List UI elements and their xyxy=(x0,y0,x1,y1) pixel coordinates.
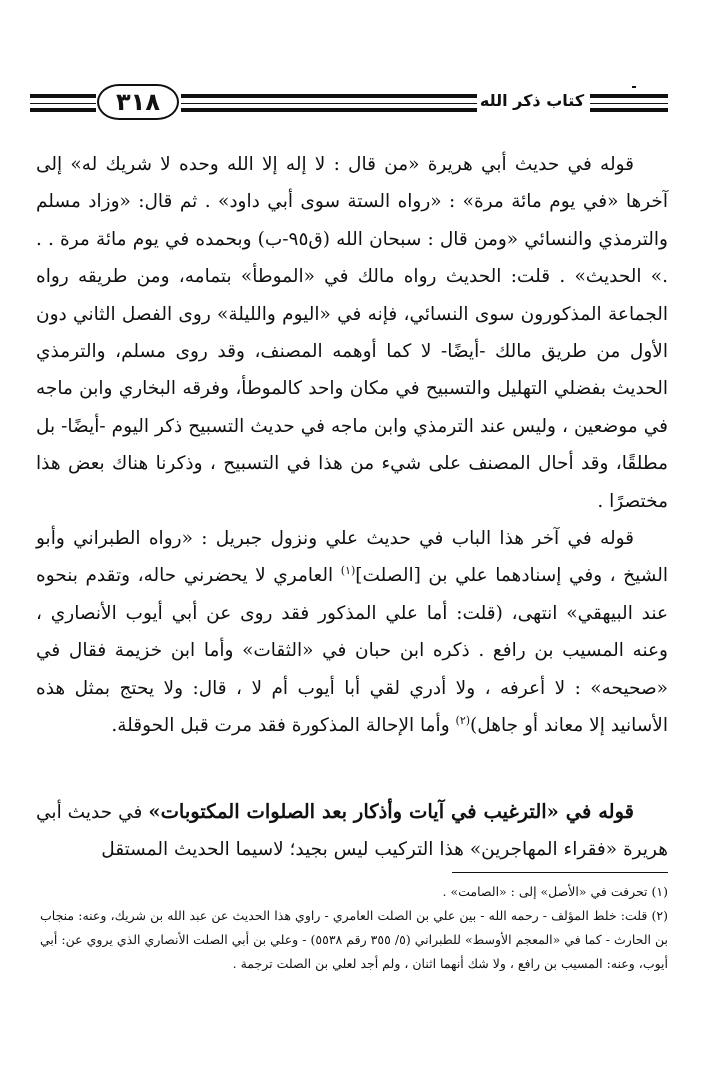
footnote-2: (٢) قلت: خلط المؤلف - رحمه الله - بين علي بن الصلت العامري - راوي هذا الحديث عن عبد الله بن شريك، وعنه: منجاب بن الحارث - كما في «المعجم الأوسط» للطبراني (٥/ ٣٥٥ رقم ٥٥٣٨) - وعلي بن أبي الصلت الأنصاري الذي يروي عن: أبي أيوب، وعنه: المسيب بن رافع ، ولا شك أنهما اثنان ، ولم أجد لعلي بن الصلت ترجمة . xyxy=(40,908,669,971)
paragraph-3 xyxy=(36,793,668,869)
paragraph-1 xyxy=(36,146,668,520)
paragraph-3-text: في حديث أبي هريرة «فقراء المهاجرين» هذا التركيب ليس بجيد؛ لاسيما الحديث المستقل xyxy=(36,802,668,861)
header-rule-mid-thick xyxy=(181,94,477,98)
footnote-separator xyxy=(452,872,668,873)
header-rule-left-thin xyxy=(30,103,96,104)
section-heading-inline: قوله في «الترغيب في آيات وأذكار بعد الصلوات المكتوبات» xyxy=(148,800,634,823)
page-number: ٣١٨ xyxy=(97,84,179,120)
book-title: كتاب ذكر الله xyxy=(479,91,585,110)
paragraph-2-text-a: قوله في آخر هذا الباب في حديث علي ونزول جبريل : «رواه الطبراني وأبو الشيخ ، وفي إسنادهما علي بن [الصلت] xyxy=(36,528,668,587)
footnote-ref-2: (٢) xyxy=(455,713,471,727)
footnote-1: (١) تحرفت في «الأصل» إلى : «الصامت» . xyxy=(442,884,668,899)
header-ornament-dot xyxy=(632,86,636,88)
header-rule-right-thick-2 xyxy=(590,108,668,112)
header-rule-mid-thin xyxy=(181,103,477,104)
paragraph-2-text-c: وأما الإحالة المذكورة فقد مرت قبل الحوقلة. xyxy=(111,715,450,737)
header-rule-right-thick xyxy=(590,94,668,98)
header-rule-mid-thick-2 xyxy=(181,108,477,112)
paragraph-1-text: قوله في حديث أبي هريرة «من قال : لا إله إلا الله وحده لا شريك له» إلى آخرها «في يوم مائة مرة» : «رواه الستة سوى أبي داود» . ثم قال: «وزاد مسلم والترمذي والنسائي «ومن قال : سبحان الله (ق٩٥-ب) وبحمده في يوم مائة مرة . . .» الحديث» . قلت: الحديث رواه مالك في «الموطأ» بتمامه، ومن طريقه رواه الجماعة المذكورون سوى النسائي، فإنه في «اليوم والليلة» روى الفصل الثاني دون الأول من طريق مالك -أيضًا- لا كما أوهمه المصنف، وقد روى مسلم، والترمذي الحديث بفضلي التهليل والتسبيح في مكان واحد كالموطأ، وفرقه البخاري وابن ماجه في موضعين ، وليس عند الترمذي وابن ماجه في حديث التسبيح ذكر اليوم -أيضًا- بل مطلقًا، وقد أحال المصنف على شيء من هذا في التسبيح ، وذكرنا هناك بعض هذا مختصرًا . xyxy=(36,154,668,512)
header-rule-right-thin xyxy=(590,103,668,104)
header-rule-left-thick xyxy=(30,94,96,98)
footnotes xyxy=(40,880,668,976)
footnote-ref-1: (١) xyxy=(340,564,356,578)
paragraph-2 xyxy=(36,520,668,744)
header-rule-left-thick-2 xyxy=(30,108,96,112)
paragraph-2-text-b: العامري لا يحضرني حاله، وتقدم بنحوه عند البيهقي» انتهى، (قلت: أما علي المذكور فقد روى عن أبي أيوب الأنصاري ، وعنه المسيب بن رافع . ذكره ابن حبان في «الثقات» وأما ابن خزيمة فقال في «صحيحه» : لا أعرفه ، ولا أدري لقي أبا أيوب أم لا ، قال: ولا يحتج بمثل هذه الأسانيد إلا معاند أو جاهل) xyxy=(36,565,668,737)
